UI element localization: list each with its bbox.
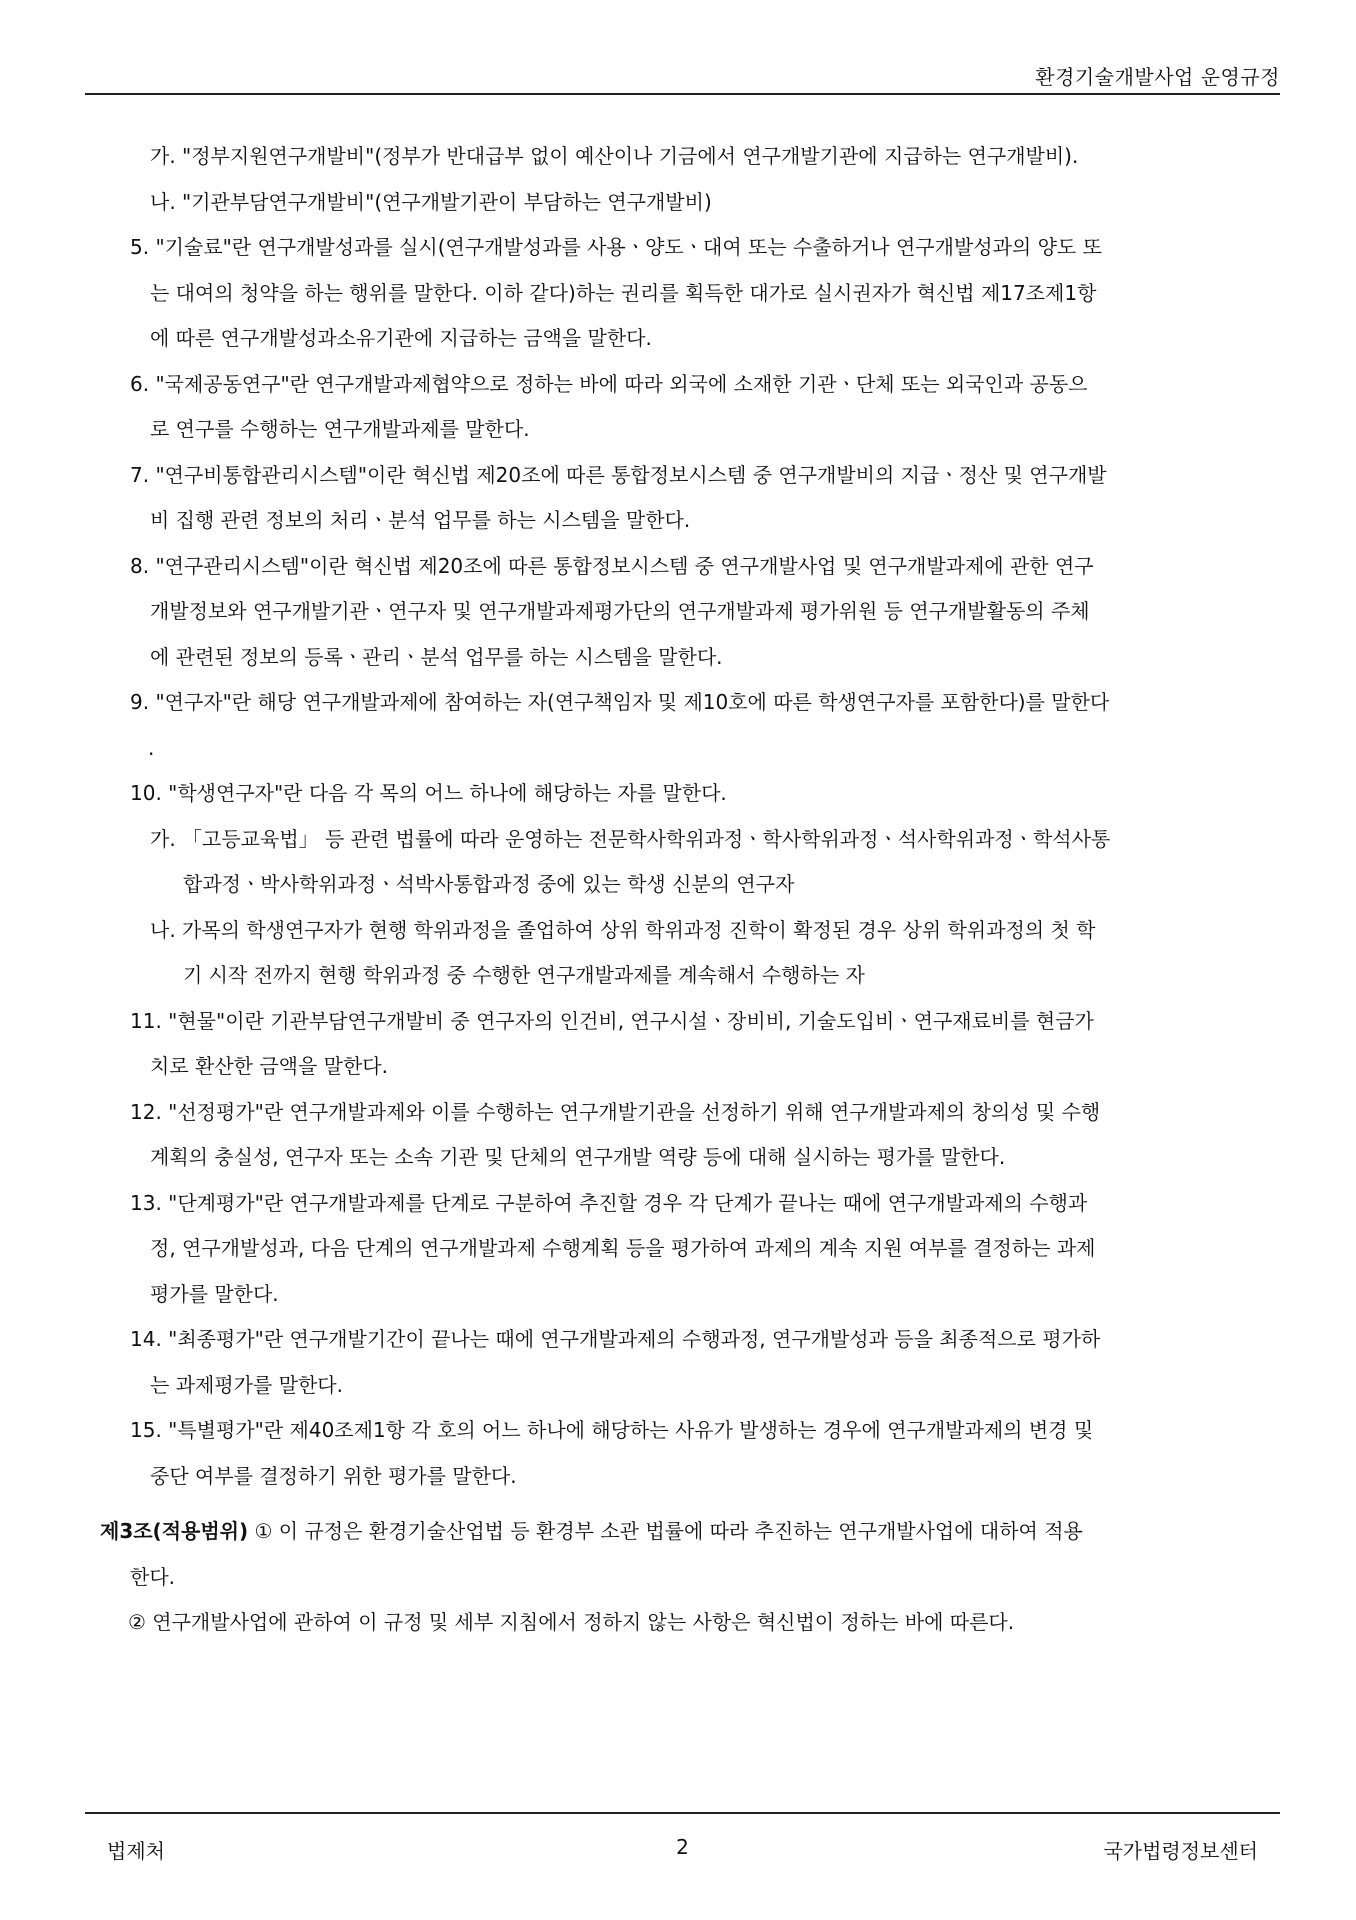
text-line: 7. "연구비통합관리시스템"이란 혁신법 제20조에 따른 통합정보시스템 중 연구개발비의 지급ㆍ정산 및 연구개발 [130,462,1107,487]
article-3-scope [0,1509,1356,1600]
definition-item-14 [0,1317,1356,1408]
text-line: 개발정보와 연구개발기관ㆍ연구자 및 연구개발과제평가단의 연구개발과제 평가위원 등 연구개발활동의 주체 [150,599,1090,623]
footer-source: 법제처 [107,1839,165,1863]
clause-item-ga-government-funding [0,134,1356,180]
text-line: 9. "연구자"란 해당 연구개발과제에 참여하는 자(연구책임자 및 제10호에 따른 학생연구자를 포함한다)를 말한다 [130,690,1110,714]
article-3-paragraph-2 [0,1600,1356,1646]
text-line: 는 과제평가를 말한다. [150,1372,343,1397]
definition-item-13 [0,1181,1356,1318]
text-line: 14. "최종평가"란 연구개발기간이 끝나는 때에 연구개발과제의 수행과정, 연구개발성과 등을 최종적으로 평가하 [130,1327,1101,1351]
text-line: 정, 연구개발성과, 다음 단계의 연구개발과제 수행계획 등을 평가하여 과제의 계속 지원 여부를 결정하는 과제 [150,1236,1096,1260]
document-title: 환경기술개발사업 운영규정 [1035,65,1280,89]
definition-item-12 [0,1090,1356,1181]
clause-item-na-institution-funding [0,180,1356,226]
text-line: 는 대여의 청약을 하는 행위를 말한다. 이하 같다)하는 권리를 획득한 대가로 실시권자가 혁신법 제17조제1항 [150,280,1097,305]
text-line: 에 관련된 정보의 등록ㆍ관리ㆍ분석 업무를 하는 시스템을 말한다. [150,644,723,669]
page-footer [85,1812,1280,1874]
definition-item-5 [0,225,1356,362]
clause-item-na-student-researcher [0,908,1356,999]
page-number: 2 [676,1835,689,1859]
definition-item-7 [0,453,1356,544]
text-line: 한다. [130,1564,175,1589]
footer-publisher: 국가법령정보센터 [1103,1839,1258,1863]
definition-item-6 [0,362,1356,453]
definition-item-15 [0,1408,1356,1499]
text-line: 나. 가목의 학생연구자가 현행 학위과정을 졸업하여 상위 학위과정 진학이 확정된 경우 상위 학위과정의 첫 학 [150,917,1096,942]
text-line: ② 연구개발사업에 관하여 이 규정 및 세부 지침에서 정하지 않는 사항은 혁신법이 정하는 바에 따른다. [128,1610,1015,1634]
definition-item-11 [0,999,1356,1090]
text-line: 11. "현물"이란 기관부담연구개발비 중 연구자의 인건비, 연구시설ㆍ장비비, 기술도입비ㆍ연구재료비를 현금가 [130,1008,1094,1033]
text-line: 8. "연구관리시스템"이란 혁신법 제20조에 따른 통합정보시스템 중 연구개발사업 및 연구개발과제에 관한 연구 [130,553,1094,578]
text-line: 중단 여부를 결정하기 위한 평가를 말한다. [150,1463,517,1488]
definition-item-9 [0,680,1356,771]
text-line: 가. "정부지원연구개발비"(정부가 반대급부 없이 예산이나 기금에서 연구개발기관에 지급하는 연구개발비). [150,144,1079,168]
text-line: 10. "학생연구자"란 다음 각 목의 어느 하나에 해당하는 자를 말한다. [130,781,727,805]
definition-item-8 [0,544,1356,681]
text-line: 계획의 충실성, 연구자 또는 소속 기관 및 단체의 연구개발 역량 등에 대해 실시하는 평가를 말한다. [150,1145,1006,1169]
text-line: 로 연구를 수행하는 연구개발과제를 말한다. [150,417,530,441]
article-title: 제3조(적용범위) [100,1519,249,1543]
clause-item-ga-student-researcher [0,817,1356,908]
text-line: 13. "단계평가"란 연구개발과제를 단계로 구분하여 추진할 경우 각 단계가 끝나는 때에 연구개발과제의 수행과 [130,1190,1088,1215]
text-line: 12. "선정평가"란 연구개발과제와 이를 수행하는 연구개발기관을 선정하기 위해 연구개발과제의 창의성 및 수행 [130,1099,1101,1124]
text-line: . [148,735,155,760]
text-line: 기 시작 전까지 현행 학위과정 중 수행한 연구개발과제를 계속해서 수행하는 자 [183,963,865,987]
text-line: 15. "특별평가"란 제40조제1항 각 호의 어느 하나에 해당하는 사유가 발생하는 경우에 연구개발과제의 변경 및 [130,1418,1094,1442]
text-line: 평가를 말한다. [150,1281,279,1306]
definition-item-10 [0,771,1356,817]
document-body [0,134,1356,1646]
text-line: 5. "기술료"란 연구개발성과를 실시(연구개발성과를 사용ㆍ양도ㆍ대여 또는 수출하거나 연구개발성과의 양도 또 [130,235,1102,259]
text-line: 치로 환산한 금액을 말한다. [150,1054,388,1078]
text-line: 합과정ㆍ박사학위과정ㆍ석박사통합과정 중에 있는 학생 신분의 연구자 [183,872,795,896]
text-line: 가. 「고등교육법」 등 관련 법률에 따라 운영하는 전문학사학위과정ㆍ학사학위과정ㆍ석사학위과정ㆍ학석사통 [150,826,1111,851]
text-line: ① 이 규정은 환경기술산업법 등 환경부 소관 법률에 따라 추진하는 연구개발사업에 대하여 적용 [248,1519,1083,1543]
text-line: 6. "국제공동연구"란 연구개발과제협약으로 정하는 바에 따라 외국에 소재한 기관ㆍ단체 또는 외국인과 공동으 [130,371,1088,396]
text-line: 에 따른 연구개발성과소유기관에 지급하는 금액을 말한다. [150,326,652,350]
text-line: 나. "기관부담연구개발비"(연구개발기관이 부담하는 연구개발비) [150,189,712,214]
page-header [85,55,1280,95]
text-line: 비 집행 관련 정보의 처리ㆍ분석 업무를 하는 시스템을 말한다. [150,508,691,532]
